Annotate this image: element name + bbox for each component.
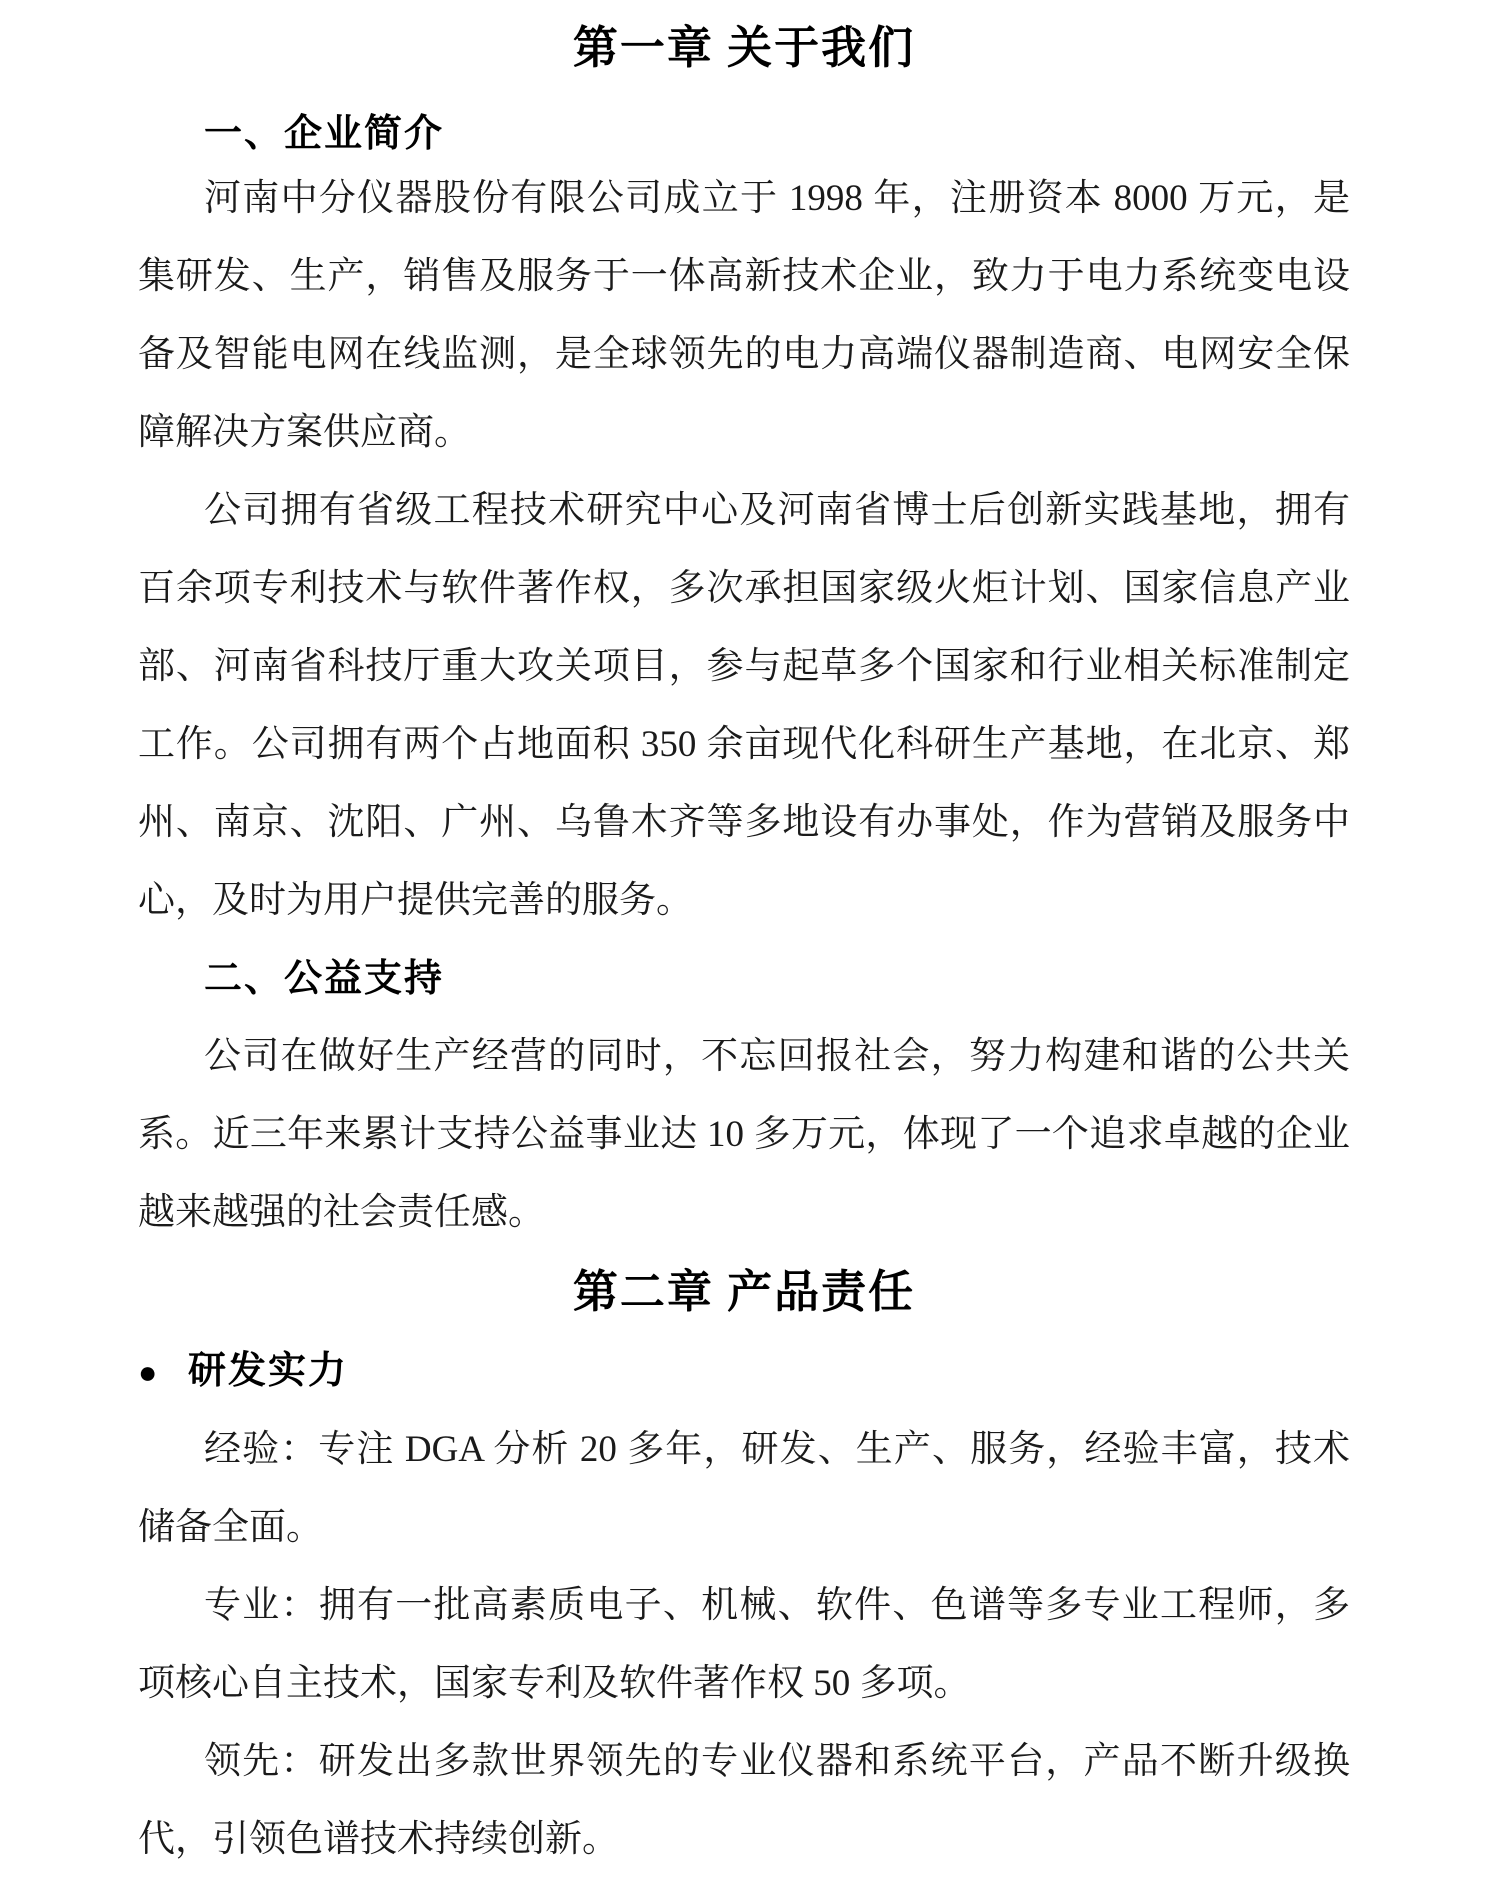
paragraph-company-intro: 河南中分仪器股份有限公司成立于 1998 年，注册资本 8000 万元，是集研发、生产，销售及服务于一体高新技术企业，致力于电力系统变电设备及智能电网在线监测，是全球领先的电力高端仪器制造商、电网安全保障解决方案供应商。 xyxy=(138,178,1350,453)
paragraph-leading: 领先：研发出多款世界领先的专业仪器和系统平台，产品不断升级换代，引领色谱技术持续创新。 xyxy=(138,1741,1350,1860)
paragraph-company-rd-bases: 公司拥有省级工程技术研究中心及河南省博士后创新实践基地，拥有百余项专利技术与软件著作权，多次承担国家级火炬计划、国家信息产业部、河南省科技厅重大攻关项目，参与起草多个国家和行业相关标准制定工作。公司拥有两个占地面积 350 余亩现代化科研生产基地，在北京、郑州、南京、沈阳、广州、乌鲁木齐等多地设有办事处，作为营销及服务中心，及时为用户提供完善的服务。 xyxy=(138,490,1350,921)
bullet-icon: ● xyxy=(138,1354,158,1390)
paragraph-experience: 经验：专注 DGA 分析 20 多年，研发、生产、服务，经验丰富，技术储备全面。 xyxy=(138,1429,1350,1548)
chapter2-title: 第二章 产品责任 xyxy=(572,1267,916,1317)
chapter1-title: 第一章 关于我们 xyxy=(572,23,916,73)
paragraph-public-welfare: 公司在做好生产经营的同时，不忘回报社会，努力构建和谐的公共关系。近三年来累计支持公益事业达 10 多万元，体现了一个追求卓越的企业越来越强的社会责任感。 xyxy=(138,1036,1350,1233)
bullet-heading-rd-strength xyxy=(138,1332,1350,1411)
section-heading-public-welfare: 二、公益支持 xyxy=(204,958,445,1000)
bullet-heading-label: 研发实力 xyxy=(188,1350,349,1392)
section-heading-company-profile: 一、企业简介 xyxy=(204,113,445,155)
document-page xyxy=(0,16,1486,1860)
paragraph-professional: 专业：拥有一批高素质电子、机械、软件、色谱等多专业工程师，多项核心自主技术，国家专利及软件著作权 50 多项。 xyxy=(138,1585,1350,1704)
